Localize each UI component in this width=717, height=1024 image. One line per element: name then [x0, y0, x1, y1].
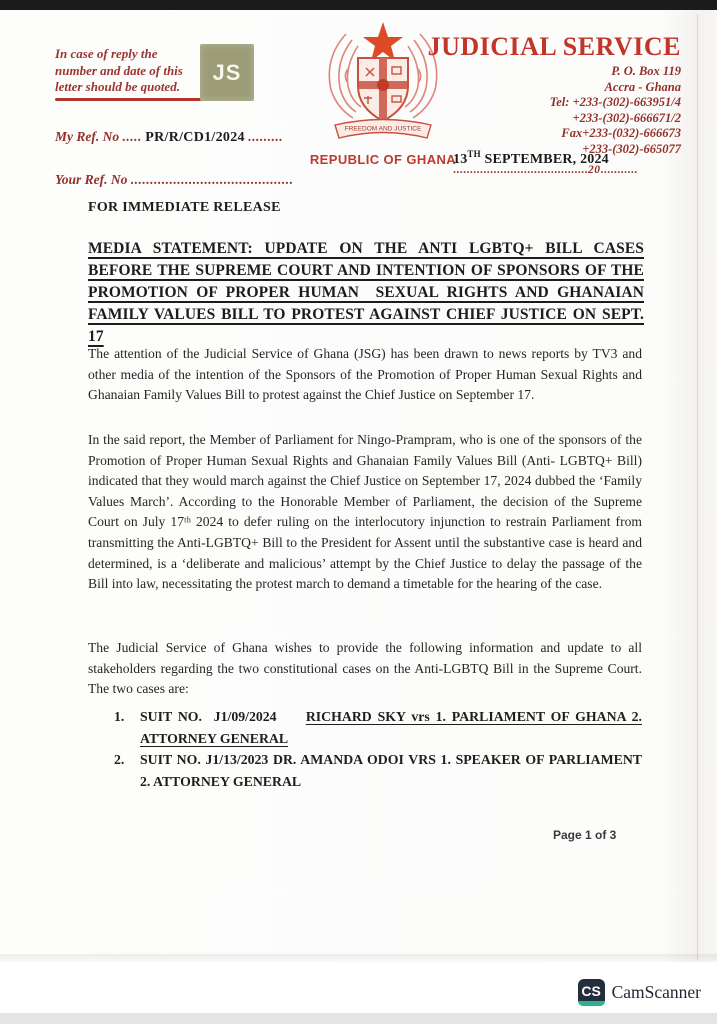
date-ordinal-suffix: TH — [467, 149, 481, 159]
reply-instruction-note — [55, 46, 217, 96]
paper-bottom-shadow — [0, 954, 717, 963]
my-ref-value: PR/R/CD1/2024 — [145, 130, 245, 145]
camscanner-icon-text: CS — [581, 983, 601, 999]
court-cases-list — [114, 706, 642, 792]
statement-paragraph-2: In the said report, the Member of Parliament for Ningo-Prampram, who is one of the sponsors of the Promotion of Proper Human Sexual Rights and Ghanaian Family Values Bill (Anti- LGBTQ+ Bill) indicated that they would march against the Chief Justice on September 17, 2024 dubbed the ‘Family Values March’. According to the Honorable Member of Parliament, the decision of the Supreme Court on July 17ᵗʰ 2024 to defer ruling on the interlocutory injunction to restrain Parliament from transmitting the Anti-LGBTQ+ Bill to the President for Assent until the substantive case is heard and determined, is a ‘deliberate and malicious’ attempt by the Chief Justice to delay the passage of the Bill into law, necessitating the protest march to demand a timetable for the hearing of the case. — [88, 432, 642, 592]
case-number: 2. — [114, 752, 125, 767]
preprinted-year-prefix: 20 — [588, 164, 601, 176]
js-stamp-text: JS — [212, 59, 242, 85]
statement-paragraph-1: The attention of the Judicial Service of Ghana (JSG) has been drawn to news reports by TV3 and other media of the intention of the Sponsors of the Promotion of Proper Human Sexual Rights and Ghanaian Family Values Bill to protest against the Chief Justice on September 17. — [88, 346, 642, 403]
statement-paragraph-3: The Judicial Service of Ghana wishes to provide the following information and update to all stakeholders regarding the two constitutional cases on the Anti-LGBTQ Bill in the Supreme Court. The two cases are: — [88, 640, 642, 697]
case-description — [140, 706, 642, 749]
dotted-fill: ........................................ — [453, 164, 588, 176]
camscanner-watermark — [578, 979, 701, 1006]
preprinted-date-line — [453, 164, 683, 176]
reply-note-line: letter should be quoted. — [55, 79, 180, 94]
republic-of-ghana-label: REPUBLIC OF GHANA — [309, 152, 457, 167]
dotted-fill: ........... — [600, 164, 638, 176]
my-ref-label: My Ref. No — [55, 129, 120, 144]
case-description: SUIT NO. J1/13/2023 DR. AMANDA ODOI VRS 1. SPEAKER OF PARLIAMENT 2. ATTORNEY GENERAL — [140, 752, 642, 789]
page-number-indicator: Page 1 of 3 — [553, 828, 617, 842]
address-line: +233-(302)-666671/2 — [572, 110, 681, 125]
address-line: Accra - Ghana — [604, 79, 681, 94]
address-line: Fax+233-(032)-666673 — [561, 126, 681, 140]
camscanner-label: CamScanner — [611, 982, 701, 1002]
js-stamp-logo — [200, 44, 254, 101]
dotted-fill: ......... — [248, 129, 284, 144]
case-number: 1. — [114, 709, 125, 724]
your-ref-label: Your Ref. No — [55, 172, 128, 187]
judicial-service-title: JUDICIAL SERVICE — [427, 32, 681, 61]
letterhead-address-block — [550, 64, 681, 157]
case-suit-number: SUIT NO. J1/09/2024 — [140, 709, 306, 724]
date-day: 13 — [453, 152, 468, 167]
dotted-fill: ..... — [122, 129, 142, 144]
media-statement-title: MEDIA STATEMENT: UPDATE ON THE ANTI LGBTQ+ BILL CASES BEFORE THE SUPREME COURT AND INTENTION OF SPONSORS OF THE PROMOTION OF PROPER HUMAN SEXUAL RIGHTS AND GHANAIAN FAMILY VALUES BILL TO PROTEST AGAINST CHIEF JUSTICE ON SEPT. 17 — [88, 240, 644, 345]
reply-note-line: In case of reply the — [55, 46, 158, 61]
list-item — [114, 706, 642, 749]
paper-fold-line — [697, 14, 698, 960]
your-ref-line — [55, 172, 294, 188]
my-ref-line — [55, 129, 283, 146]
screenshot-bottom-strip — [0, 1013, 717, 1024]
scan-top-edge — [0, 0, 717, 10]
dotted-fill: .......................................... — [130, 172, 294, 187]
address-line: P. O. Box 119 — [611, 64, 681, 78]
emblem-motto-text: FREEDOM AND JUSTICE — [344, 125, 422, 133]
for-immediate-release-label: FOR IMMEDIATE RELEASE — [88, 200, 281, 215]
reply-note-line: number and date of this — [55, 62, 183, 78]
address-line: +233-(302)-665077 — [582, 141, 681, 156]
case-parties-underlined: RICHARD SKY vrs 1. PARLIAMENT OF GHANA 2. ATTORNEY GENERAL — [140, 709, 642, 746]
list-item — [114, 749, 642, 792]
date-month-year: SEPTEMBER, 2024 — [480, 152, 609, 167]
reply-note-underline — [55, 98, 215, 101]
camscanner-icon-teal-bar — [578, 1001, 605, 1006]
address-line: Tel: +233-(302)-663951/4 — [549, 95, 681, 109]
camscanner-icon — [578, 979, 605, 1006]
